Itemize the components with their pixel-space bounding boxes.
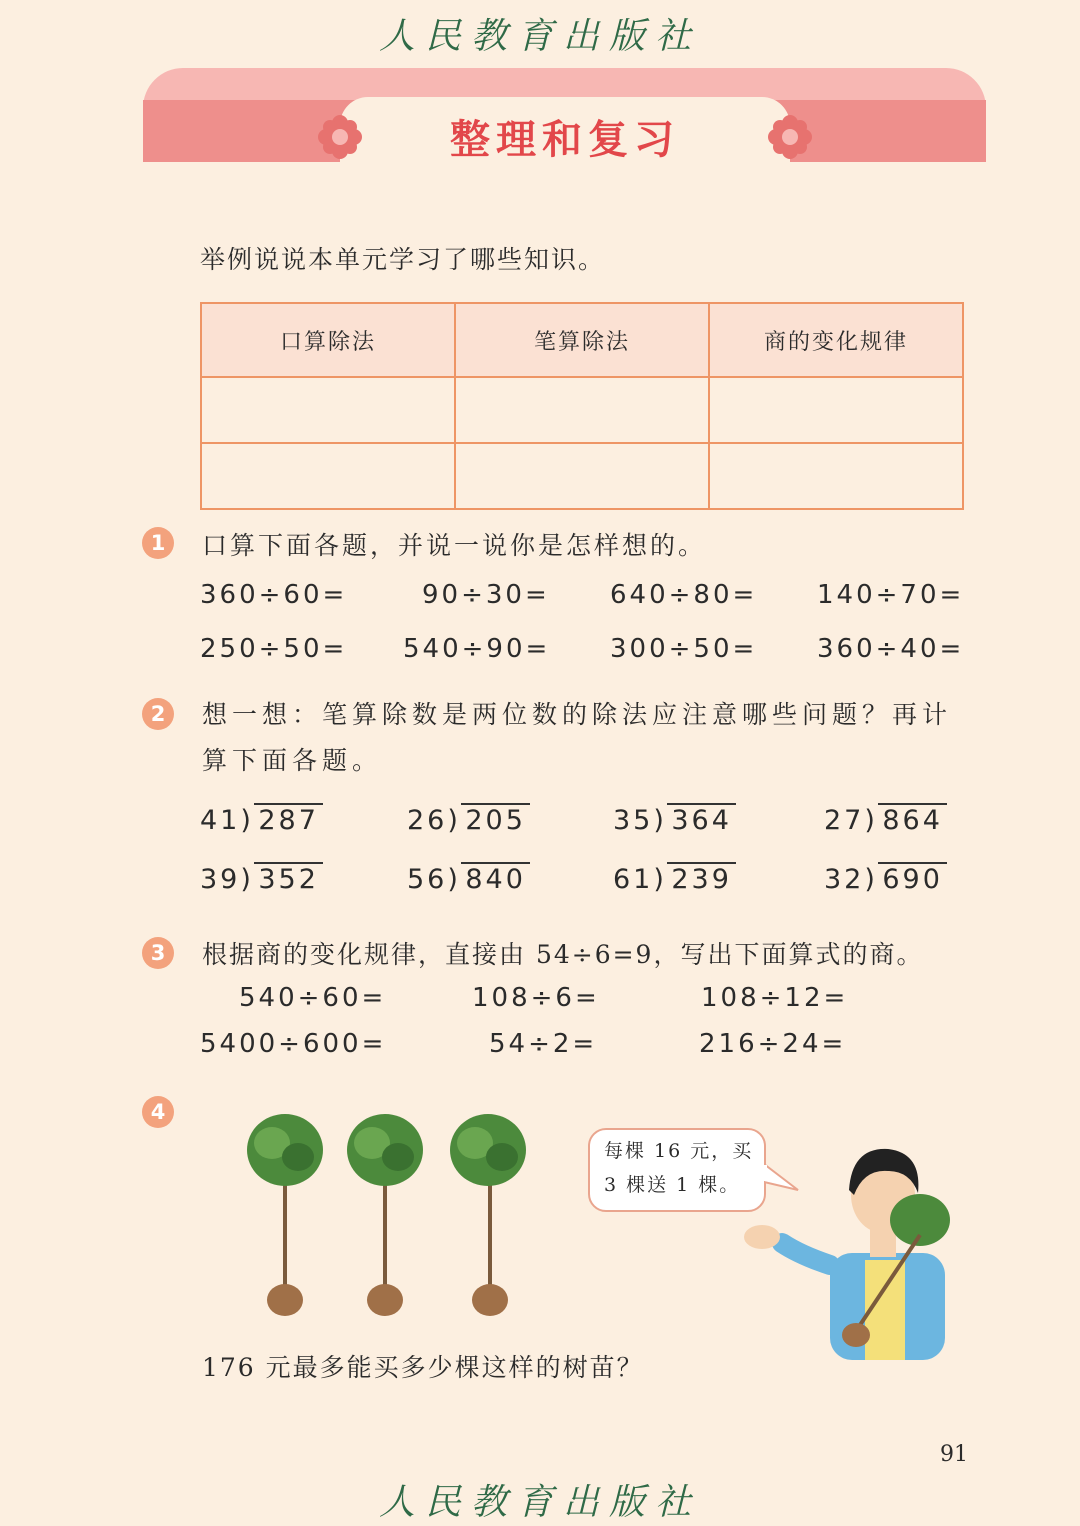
expression: 360÷40=: [817, 634, 965, 664]
sapling-illustration: [230, 1105, 540, 1325]
bubble-line: 3 棵送 1 棵。: [604, 1174, 741, 1196]
table-header-written-division: 笔算除法: [455, 303, 709, 377]
divisor: 61: [613, 864, 654, 895]
question-number-badge: 2: [142, 698, 174, 730]
table-header-row: [201, 303, 963, 377]
expression: 540÷90=: [403, 634, 551, 664]
summary-table: [200, 302, 964, 510]
bubble-line: 每棵 16 元，买: [604, 1140, 754, 1162]
table-row: [201, 377, 963, 443]
boy-illustration: [730, 1135, 960, 1360]
expression: 108÷6=: [472, 983, 600, 1013]
section-title: 整理和复习: [450, 116, 680, 163]
question-2-text: 想一想：笔算除数是两位数的除法应注意哪些问题？再计算下面各题。: [202, 700, 953, 775]
long-division: 39) 352: [200, 862, 323, 895]
expression: 300÷50=: [610, 634, 758, 664]
expression: 140÷70=: [817, 580, 965, 610]
table-cell[interactable]: [201, 443, 455, 509]
question-number-badge: 4: [142, 1096, 174, 1128]
question-3-text: 根据商的变化规律，直接由 54÷6=9，写出下面算式的商。: [202, 940, 924, 969]
long-division: 56) 840: [407, 862, 530, 895]
expression: 108÷12=: [701, 983, 849, 1013]
long-division: 61) 239: [613, 862, 736, 895]
publisher-logo-bottom: 人民教育出版社: [378, 1482, 701, 1523]
table-cell[interactable]: [201, 377, 455, 443]
table-cell[interactable]: [455, 377, 709, 443]
long-division: 27) 864: [824, 803, 947, 836]
long-division: 32) 690: [824, 862, 947, 895]
table-header-quotient-rule: 商的变化规律: [709, 303, 963, 377]
dividend: 352: [254, 862, 323, 895]
divisor: 41: [200, 805, 241, 836]
divisor: 32: [824, 864, 865, 895]
long-division: 26) 205: [407, 803, 530, 836]
expression: 250÷50=: [200, 634, 348, 664]
divisor: 35: [613, 805, 654, 836]
table-cell[interactable]: [455, 443, 709, 509]
question-number-badge: 3: [142, 937, 174, 969]
question-number-badge: 1: [142, 527, 174, 559]
expression: 216÷24=: [699, 1029, 847, 1059]
question-1-text: 口算下面各题，并说一说你是怎样想的。: [202, 531, 707, 560]
divisor: 39: [200, 864, 241, 895]
sapling-icon: [247, 1114, 323, 1316]
page-number: 91: [940, 1442, 968, 1467]
expression: 640÷80=: [610, 580, 758, 610]
table-row: [201, 443, 963, 509]
expression: 54÷2=: [489, 1029, 598, 1059]
intro-prompt: 举例说说本单元学习了哪些知识。: [200, 245, 606, 274]
divisor: 26: [407, 805, 448, 836]
long-division: 35) 364: [613, 803, 736, 836]
dividend: 690: [878, 862, 947, 895]
dividend: 864: [878, 803, 947, 836]
sapling-icon: [450, 1114, 526, 1316]
dividend: 840: [461, 862, 530, 895]
dividend: 205: [461, 803, 530, 836]
expression: 360÷60=: [200, 580, 348, 610]
long-division: 41) 287: [200, 803, 323, 836]
dividend: 239: [667, 862, 736, 895]
divisor: 56: [407, 864, 448, 895]
expression: 540÷60=: [239, 983, 387, 1013]
table-cell[interactable]: [709, 443, 963, 509]
expression: 90÷30=: [422, 580, 550, 610]
dividend: 287: [254, 803, 323, 836]
table-cell[interactable]: [709, 377, 963, 443]
expression: 5400÷600=: [200, 1029, 387, 1059]
dividend: 364: [667, 803, 736, 836]
table-header-oral-division: 口算除法: [201, 303, 455, 377]
publisher-logo-top: 人民教育出版社: [378, 16, 701, 57]
sapling-icon: [347, 1114, 423, 1316]
question-4-text: 176 元最多能买多少棵这样的树苗？: [202, 1353, 644, 1382]
divisor: 27: [824, 805, 865, 836]
